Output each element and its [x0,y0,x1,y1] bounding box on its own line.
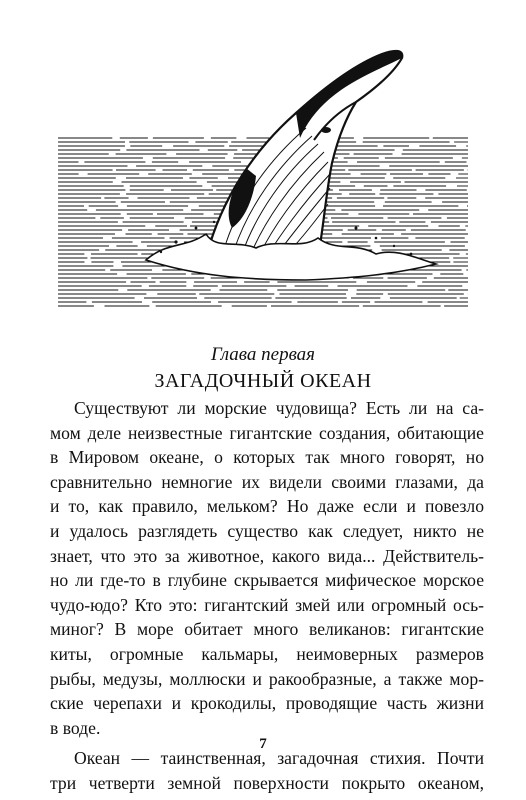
text-line: сравнительно немногие их видели своими глазами, да [50,471,484,492]
text-line: миног? В море обитает много великанов: гигантские [50,619,484,640]
whale-illustration [56,28,470,310]
text-line: в Мировом океане, о которых так много говорят, но [50,447,484,468]
text-line: ские черепахи и крокодилы, проводящие часть жизни [50,693,484,714]
text-line: киты, огромные кальмары, неимоверных размеров [50,643,484,664]
text-line: три четверти земной поверхности покрыто океаном, [50,772,484,793]
text-line: но ли где-то в глубине скрывается мифическое морское [50,570,484,591]
page-number: 7 [259,736,267,752]
text-line: и удалось разглядеть существо как следует, никто не [50,520,484,541]
text-line: чудо-юдо? Кто это: гигантский змей или огромный ось- [50,594,484,615]
text-line: Океан — таинственная, загадочная стихия. Почти [74,748,484,769]
chapter-label: Глава первая [210,344,316,365]
text-line: рыбы, медузы, моллюски и ракообразные, а также мор- [50,668,484,689]
paragraph [50,746,484,795]
text-line: Существуют ли морские чудовища? Есть ли на са- [74,398,484,418]
text-line: знает, что это за животное, какого вида... Действитель- [50,545,484,566]
text-line: и то, как правило, мельком? Но даже если и повезло [50,496,484,517]
text-line: мом деле неизвестные гигантские создания, обитающие [50,422,484,443]
text-line: в воде. [50,717,101,738]
paragraph [50,396,484,740]
chapter-title: ЗАГАДОЧНЫЙ ОКЕАН [154,370,372,392]
